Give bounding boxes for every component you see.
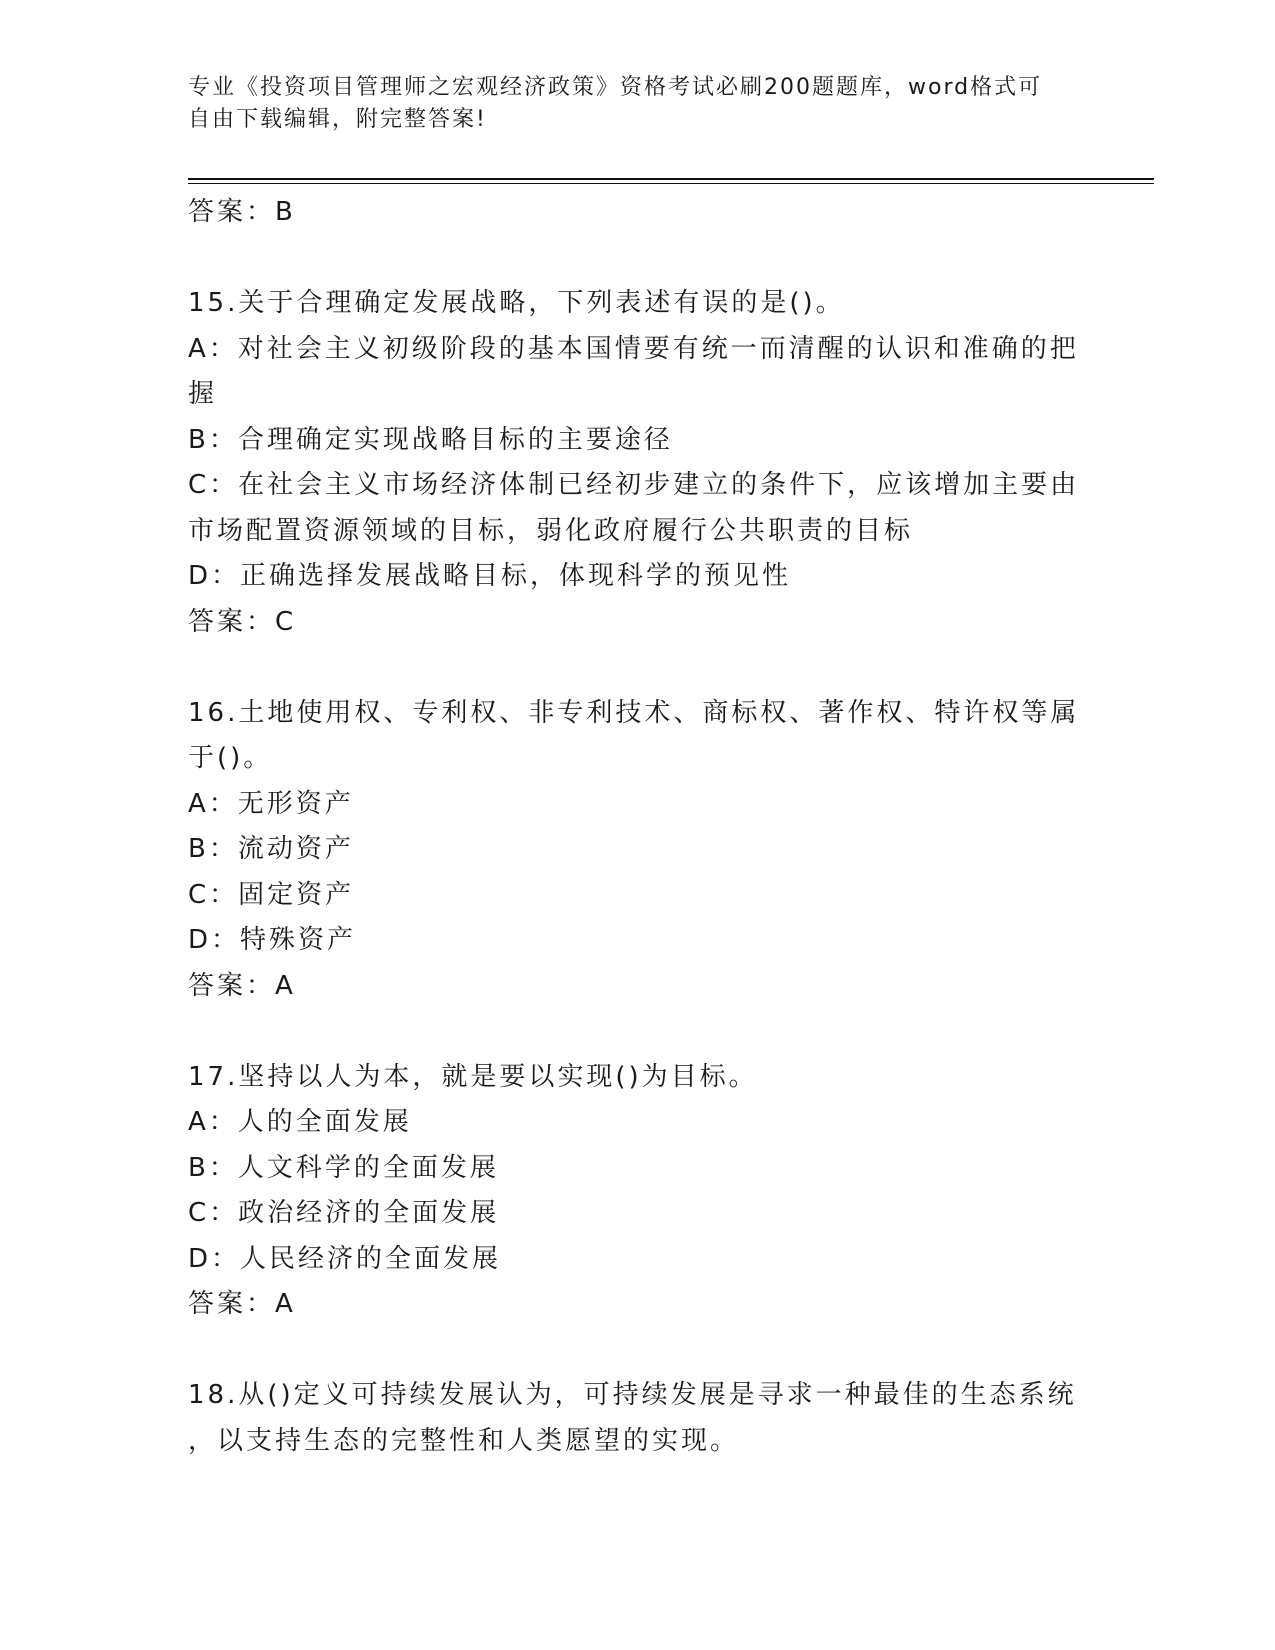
question-list: [188, 190, 1088, 1464]
option-c: C：政治经济的全面发展: [188, 1198, 500, 1228]
spacer: [188, 1009, 1088, 1055]
option-b: B：流动资产: [188, 834, 354, 864]
question-stem: 16.土地使用权、专利权、非专利技术、商标权、著作权、特许权等属: [188, 697, 1080, 728]
option-b: B：合理确定实现战略目标的主要途径: [188, 424, 673, 455]
option-a: A：人的全面发展: [188, 1107, 412, 1137]
option-c-cont: 市场配置资源领域的目标，弱化政府履行公共职责的目标: [188, 515, 914, 546]
option-d: D：特殊资产: [188, 925, 357, 955]
question-stem-cont: 于()。: [188, 743, 273, 773]
option-a: A：无形资产: [188, 788, 354, 819]
document-header: [188, 72, 1088, 136]
option-b: B：人文科学的全面发展: [188, 1152, 499, 1183]
option-c: C：固定资产: [188, 879, 355, 910]
question-stem: 18.从()定义可持续发展认为，可持续发展是寻求一种最佳的生态系统: [188, 1380, 1077, 1410]
option-a-cont: 握: [188, 379, 218, 409]
header-divider-thin: [188, 183, 1154, 184]
option-a: A：对社会主义初级阶段的基本国情要有统一而清醒的认识和准确的把: [188, 333, 1079, 364]
question-stem: 17.坚持以人为本，就是要以实现()为目标。: [188, 1061, 758, 1092]
option-c: C：在社会主义市场经济体制已经初步建立的条件下，应该增加主要由: [188, 470, 1080, 500]
spacer: [188, 236, 1088, 282]
spacer: [188, 645, 1088, 691]
answer-line: 答案：B: [188, 197, 296, 227]
answer-line: 答案：A: [188, 1289, 296, 1319]
option-d: D：人民经济的全面发展: [188, 1243, 502, 1274]
header-line-1: 专业《投资项目管理师之宏观经济政策》资格考试必刷200题题库，word格式可: [188, 75, 1043, 100]
answer-line: 答案：A: [188, 970, 296, 1001]
answer-line: 答案：C: [188, 606, 297, 637]
spacer: [188, 1328, 1088, 1374]
question-stem: 15.关于合理确定发展战略，下列表述有误的是()。: [188, 288, 845, 318]
question-stem-cont: ，以支持生态的完整性和人类愿望的实现。: [188, 1425, 740, 1456]
option-d: D：正确选择发展战略目标，体现科学的预见性: [188, 561, 792, 591]
header-line-2: 自由下载编辑，附完整答案!: [188, 107, 487, 132]
header-divider: [188, 178, 1154, 180]
